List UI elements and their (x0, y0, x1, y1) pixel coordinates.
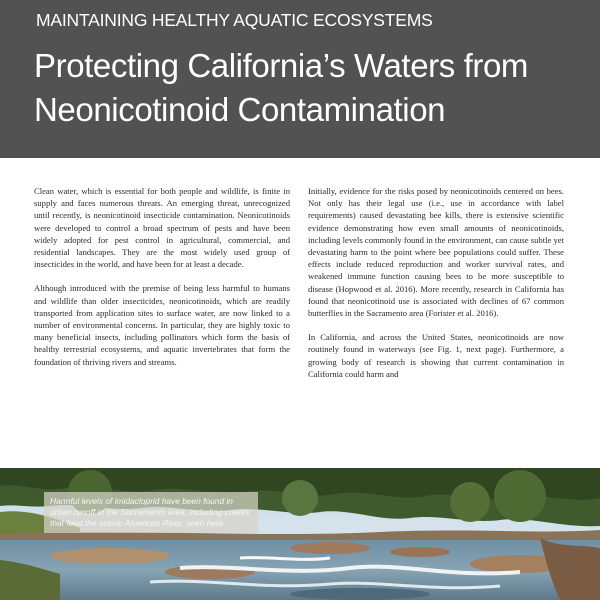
right-column (308, 185, 564, 392)
paragraph: Although introduced with the premise of being less harmful to humans and wildlife than older insecticides, neonicotinoids, which are readily transported from application sites to surface water, are now linked to a number of environmental concerns. In particular, they are highly toxic to many beneficial insects, including pollinators which form the basis of healthy terrestrial ecosystems, and aquatic invertebrates that form the foundation of thriving rivers and streams. (34, 283, 290, 367)
section-kicker: MAINTAINING HEALTHY AQUATIC ECOSYSTEMS (36, 10, 433, 30)
header-banner (0, 0, 600, 158)
river-photo (0, 468, 600, 600)
photo-caption: Harmful levels of imidacloprid have been found in urban runoff in the Sacramento area, including creeks that feed the scenic American River, seen here. (44, 492, 258, 533)
left-column (34, 185, 290, 380)
paragraph: In California, and across the United States, neonicotinoids are now routinely found in waterways (see Fig. 1, next page). Furthermore, a growing body of research is showing that current contamination in California could harm and (308, 332, 564, 379)
page-title: Protecting California’s Waters from Neonicotinoid Contamination (34, 47, 529, 128)
river-photo-illustration (0, 468, 600, 600)
paragraph: Clean water, which is essential for both people and wildlife, is finite in supply and faces numerous threats. An emerging threat, unrecognized until recently, is neonicotinoid insecticide contamination. Neonicotinoids were developed to control a broad spectrum of pests and have been widely adopted for pest control in agricultural, commercial, and residential landscapes. They are the most widely used group of insecticides in the world, and have been for at least a decade. (34, 186, 290, 270)
paragraph: Initially, evidence for the risks posed by neonicotinoids centered on bees. Not only has their legal use (i.e., use in accordance with label requirements) caused devastating bee kills, there is extensive scientific evidence demonstrating how even small amounts of neonicotinoids, including levels commonly found in the environment, can cause subtle yet devastating harm to the point where bee populations could suffer. These effects include reduced reproduction and worker survival rates, and weakened immune function causing bees to be more susceptible to disease (Hopwood et al. 2016). More recently, research in California has found that neonicotinoid use is associated with declines of 67 common butterflies in the Sacramento area (Forister et al. 2016). (308, 186, 564, 319)
